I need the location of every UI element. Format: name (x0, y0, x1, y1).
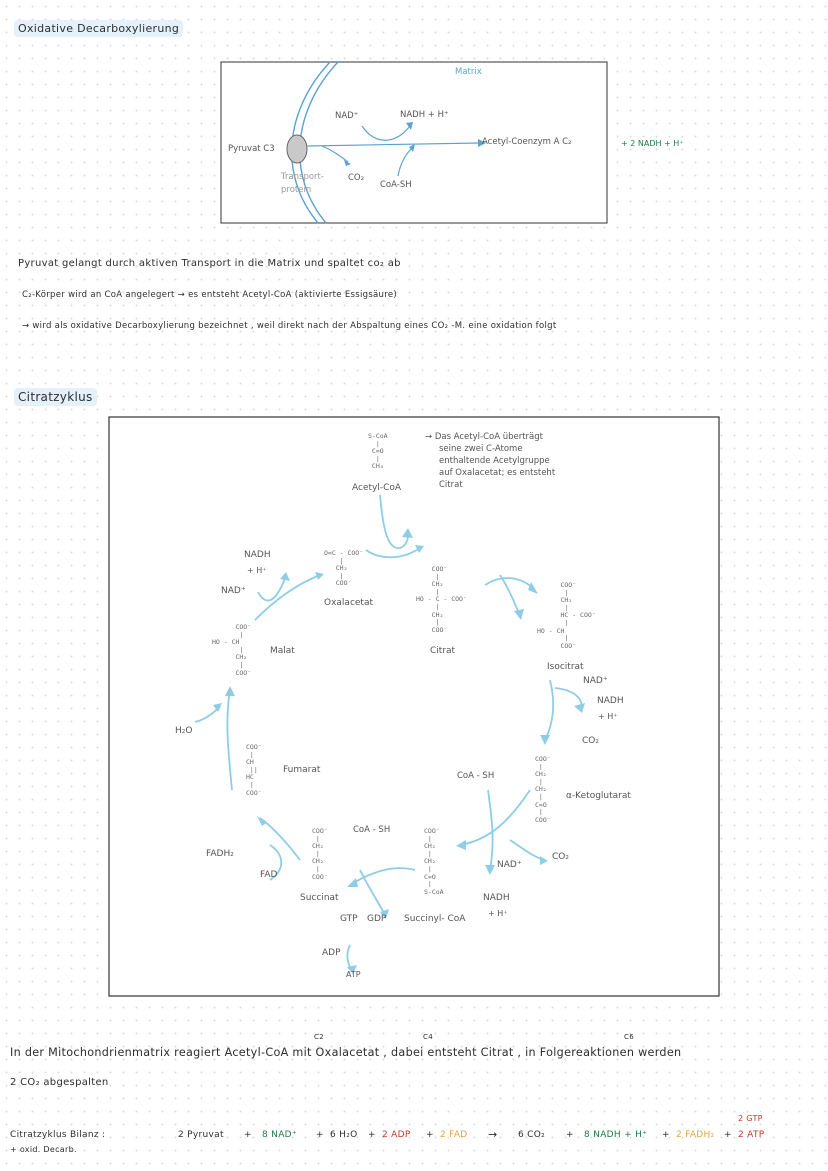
bilanz-nad: 8 NAD⁺ (262, 1130, 297, 1140)
akg-nad-label: NAD⁺ (497, 860, 522, 870)
bilanz-plus-5: + (566, 1130, 574, 1140)
transport-label-2: protein (281, 185, 312, 195)
bilanz-co2: 6 CO₂ (518, 1130, 546, 1140)
text-line-2: C₂-Körper wird an CoA angelegert → es entsteht Acetyl-CoA (aktivierte Essigsäure) (22, 290, 397, 300)
fad-label: FAD (260, 870, 278, 880)
malat-nadh-label: NADH (244, 550, 271, 560)
coash-label: CoA-SH (380, 180, 412, 190)
summary-line-1: In der Mitochondrienmatrix reagiert Acetyl-CoA mit Oxalacetat , dabei entsteht Citrat , in Folgereaktionen werden (10, 1046, 682, 1059)
bilanz-nadh: 8 NADH + H⁺ (584, 1130, 648, 1140)
atp-label: ATP (346, 970, 361, 979)
bilanz-adp: 2 ADP (382, 1130, 411, 1140)
text-line-3: → wird als oxidative Decarboxylierung bezeichnet , weil direkt nach der Abspaltung eines CO₂ -M. eine oxidation folgt (22, 321, 557, 331)
isocitrat-label: Isocitrat (547, 662, 584, 672)
nadh-label: NADH + H⁺ (400, 110, 449, 120)
bilanz-fad: 2 FAD (440, 1130, 468, 1140)
malat-label: Malat (270, 646, 295, 656)
acetyl-coenzym-label: Acetyl-Coenzym A C₂ (482, 137, 572, 147)
gtp-label: GTP (340, 914, 358, 924)
citrat-label: Citrat (430, 646, 456, 656)
malat-nad-label: NAD⁺ (221, 586, 246, 596)
akg-h-label: + H⁺ (488, 909, 508, 918)
pyruvat-label: Pyruvat C3 (228, 144, 275, 154)
oxalacetat-label: Oxalacetat (324, 598, 373, 608)
text-line-1: Pyruvat gelangt durch aktiven Transport in die Matrix und spaltet co₂ ab (18, 258, 401, 269)
isocitrat-nadh-label: NADH (597, 696, 624, 706)
extra-nadh-label: + 2 NADH + H⁺ (621, 139, 684, 148)
akg-label: α-Ketoglutarat (566, 791, 631, 801)
isocitrat-co2-label: CO₂ (582, 736, 599, 746)
isocitrat-formula: COO⁻ | CH₂ | HC - COO⁻ | HO - CH | COO⁻ (537, 581, 596, 650)
akg-nadh-label: NADH (483, 893, 510, 903)
succinat-formula: COO⁻ | CH₂ | CH₂ | COO⁻ (312, 827, 328, 881)
bilanz-plus-2: + (316, 1130, 324, 1140)
acetyl-coa-label: Acetyl-CoA (352, 483, 402, 493)
succinyl-coa-formula: COO⁻ | CH₂ | CH₂ | C=O | S-CoA (424, 827, 444, 896)
bilanz-pyruvat: 2 Pyruvat (178, 1130, 224, 1140)
bilanz-plus-6: + (662, 1130, 670, 1140)
summary-line-2: 2 CO₂ abgespalten (10, 1077, 109, 1088)
succinat-label: Succinat (300, 893, 339, 903)
matrix-label: Matrix (455, 67, 482, 77)
gdp-label: GDP (367, 914, 387, 924)
note-line-1: → Das Acetyl-CoA überträgt (425, 432, 543, 442)
bilanz-plus-1: + (244, 1130, 252, 1140)
malat-h-label: + H⁺ (247, 566, 267, 575)
transport-label-1: Transport- (281, 172, 324, 182)
bilanz-atp: 2 ATP (738, 1130, 765, 1140)
malat-formula: COO⁻ | HO - CH | CH₂ | COO⁻ (212, 623, 252, 677)
note-line-4: auf Oxalacetat; es entsteht (439, 468, 556, 478)
bilanz-gtp: 2 GTP (738, 1114, 763, 1123)
succinyl-coa-label: Succinyl- CoA (404, 914, 466, 924)
adp-label: ADP (322, 948, 341, 958)
h2o-label: H₂O (175, 726, 193, 736)
bilanz-fadh2: 2 FADH₂ (676, 1130, 715, 1140)
c4-annotation: C4 (423, 1033, 433, 1041)
section-title-oxidative-decarboxylierung: Oxidative Decarboxylierung (14, 20, 183, 37)
c2-annotation: C2 (314, 1033, 324, 1041)
note-line-3: enthaltende Acetylgruppe (439, 456, 550, 466)
fumarat-formula: COO⁻ | CH || HC | COO⁻ (246, 743, 262, 797)
bilanz-plus-4: + (426, 1130, 434, 1140)
co2-label: CO₂ (348, 173, 365, 183)
fadh2-label: FADH₂ (206, 849, 234, 859)
note-line-2: seine zwei C-Atome (439, 444, 523, 454)
bilanz-arrow: → (488, 1128, 498, 1141)
bilanz-plus-3: + (368, 1130, 376, 1140)
akg-formula: COO⁻ | CH₂ | CH₂ | C=O | COO⁻ (535, 755, 551, 824)
citrat-formula: COO⁻ | CH₂ | HO - C - COO⁻ | CH₂ | COO⁻ (416, 565, 467, 634)
fumarat-label: Fumarat (283, 765, 321, 775)
citric-cycle-frame (109, 417, 719, 996)
section-title-citratzyklus: Citratzyklus (14, 388, 97, 406)
akg-co2-label: CO₂ (552, 852, 569, 862)
bilanz-plus-7: + (724, 1130, 732, 1140)
bilanz-h2o: 6 H₂O (330, 1130, 358, 1140)
acetyl-coa-formula: S-CoA | C=O | CH₃ (368, 432, 388, 471)
akg-coash-label: CoA - SH (457, 771, 495, 781)
isocitrat-h-label: + H⁺ (598, 712, 618, 721)
succinat-coash-label: CoA - SH (353, 825, 391, 835)
oxalacetat-formula: O=C - COO⁻ | CH₂ | COO⁻ (324, 549, 364, 588)
note-line-5: Citrat (439, 480, 463, 490)
bilanz-sub-label: + oxid. Decarb. (10, 1145, 77, 1154)
bilanz-label: Citratzyklus Bilanz : (10, 1130, 106, 1140)
nad-label: NAD⁺ (335, 111, 359, 121)
isocitrat-nad-label: NAD⁺ (583, 676, 608, 686)
c6-annotation: C6 (624, 1033, 634, 1041)
